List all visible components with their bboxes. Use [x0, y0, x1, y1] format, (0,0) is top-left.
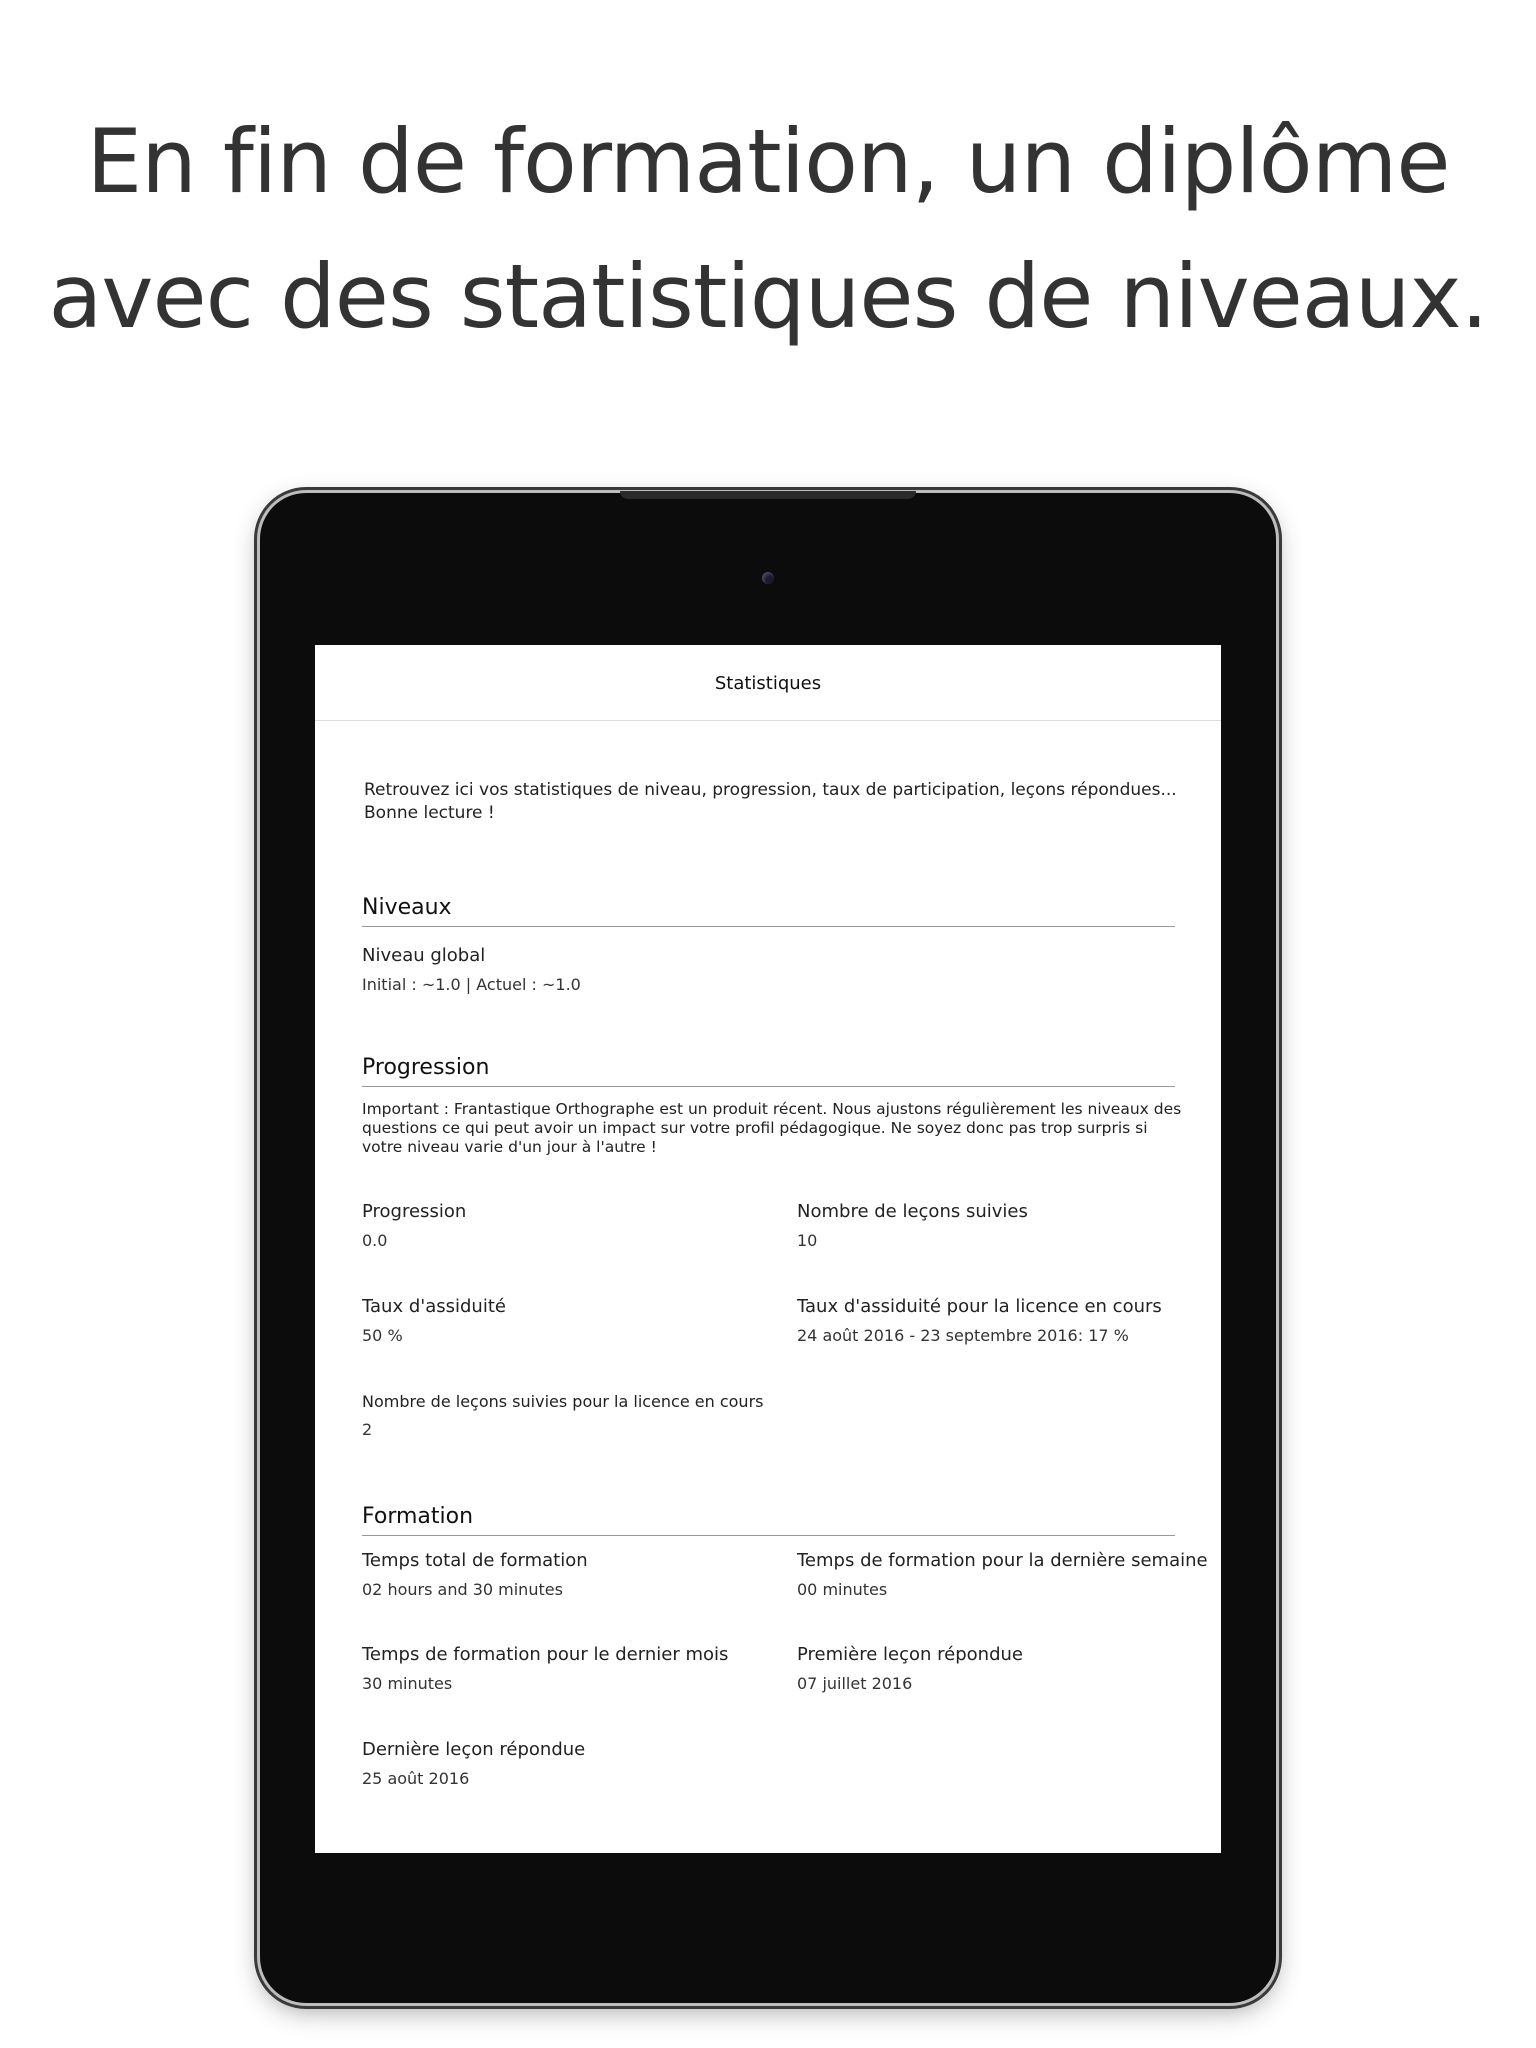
total-time-value: 02 hours and 30 minutes — [362, 1580, 563, 1599]
license-attendance-label: Taux d'assiduité pour la licence en cours — [797, 1296, 1162, 1317]
total-time-label: Temps total de formation — [362, 1550, 588, 1571]
last-week-value: 00 minutes — [797, 1580, 888, 1599]
lessons-followed-value: 10 — [797, 1231, 818, 1250]
attendance-value: 50 % — [362, 1326, 403, 1345]
first-lesson-value: 07 juillet 2016 — [797, 1674, 913, 1693]
intro-line-1: Retrouvez ici vos statistiques de niveau, progression, taux de participation, leçons répondues... — [364, 780, 1177, 800]
tablet-notch — [620, 491, 916, 499]
last-week-label: Temps de formation pour la dernière semaine — [797, 1550, 1208, 1571]
last-month-value: 30 minutes — [362, 1674, 453, 1693]
license-lessons-value: 2 — [362, 1420, 373, 1439]
app-screen — [315, 645, 1221, 1853]
progression-label: Progression — [362, 1201, 467, 1222]
nav-title: Statistiques — [714, 673, 822, 694]
navigation-bar — [315, 645, 1221, 721]
tablet-device-frame — [260, 493, 1276, 2003]
license-attendance-value: 24 août 2016 - 23 septembre 2016: 17 % — [797, 1326, 1129, 1345]
last-month-label: Temps de formation pour le dernier mois — [362, 1644, 729, 1665]
global-level-label: Niveau global — [362, 945, 486, 966]
intro-line-2: Bonne lecture ! — [364, 803, 495, 823]
first-lesson-label: Première leçon répondue — [797, 1644, 1023, 1665]
headline-line-2: avec des statistiques de niveaux. — [48, 245, 1488, 348]
last-lesson-value: 25 août 2016 — [362, 1769, 470, 1788]
headline-line-1: En fin de formation, un diplôme — [86, 110, 1450, 213]
section-title-progression: Progression — [362, 1055, 1175, 1087]
progression-note: Important : Frantastique Orthographe est un produit récent. Nous ajustons régulièrement les niveaux des questions ce qui peut avoir un impact sur votre profil pédagogique. Ne soyez donc pas trop surpris si votre niveau varie d'un jour à l'autre ! — [362, 1100, 1182, 1156]
global-level-value: Initial : ~1.0 | Actuel : ~1.0 — [362, 975, 581, 994]
lessons-followed-label: Nombre de leçons suivies — [797, 1201, 1028, 1222]
progression-value: 0.0 — [362, 1231, 388, 1250]
section-title-formation: Formation — [362, 1504, 1175, 1536]
attendance-label: Taux d'assiduité — [362, 1296, 506, 1317]
camera-icon — [762, 572, 774, 584]
last-lesson-label: Dernière leçon répondue — [362, 1739, 586, 1760]
section-title-niveaux: Niveaux — [362, 895, 1175, 927]
intro-text — [364, 779, 1184, 825]
license-lessons-label: Nombre de leçons suivies pour la licence en cours — [362, 1392, 764, 1411]
